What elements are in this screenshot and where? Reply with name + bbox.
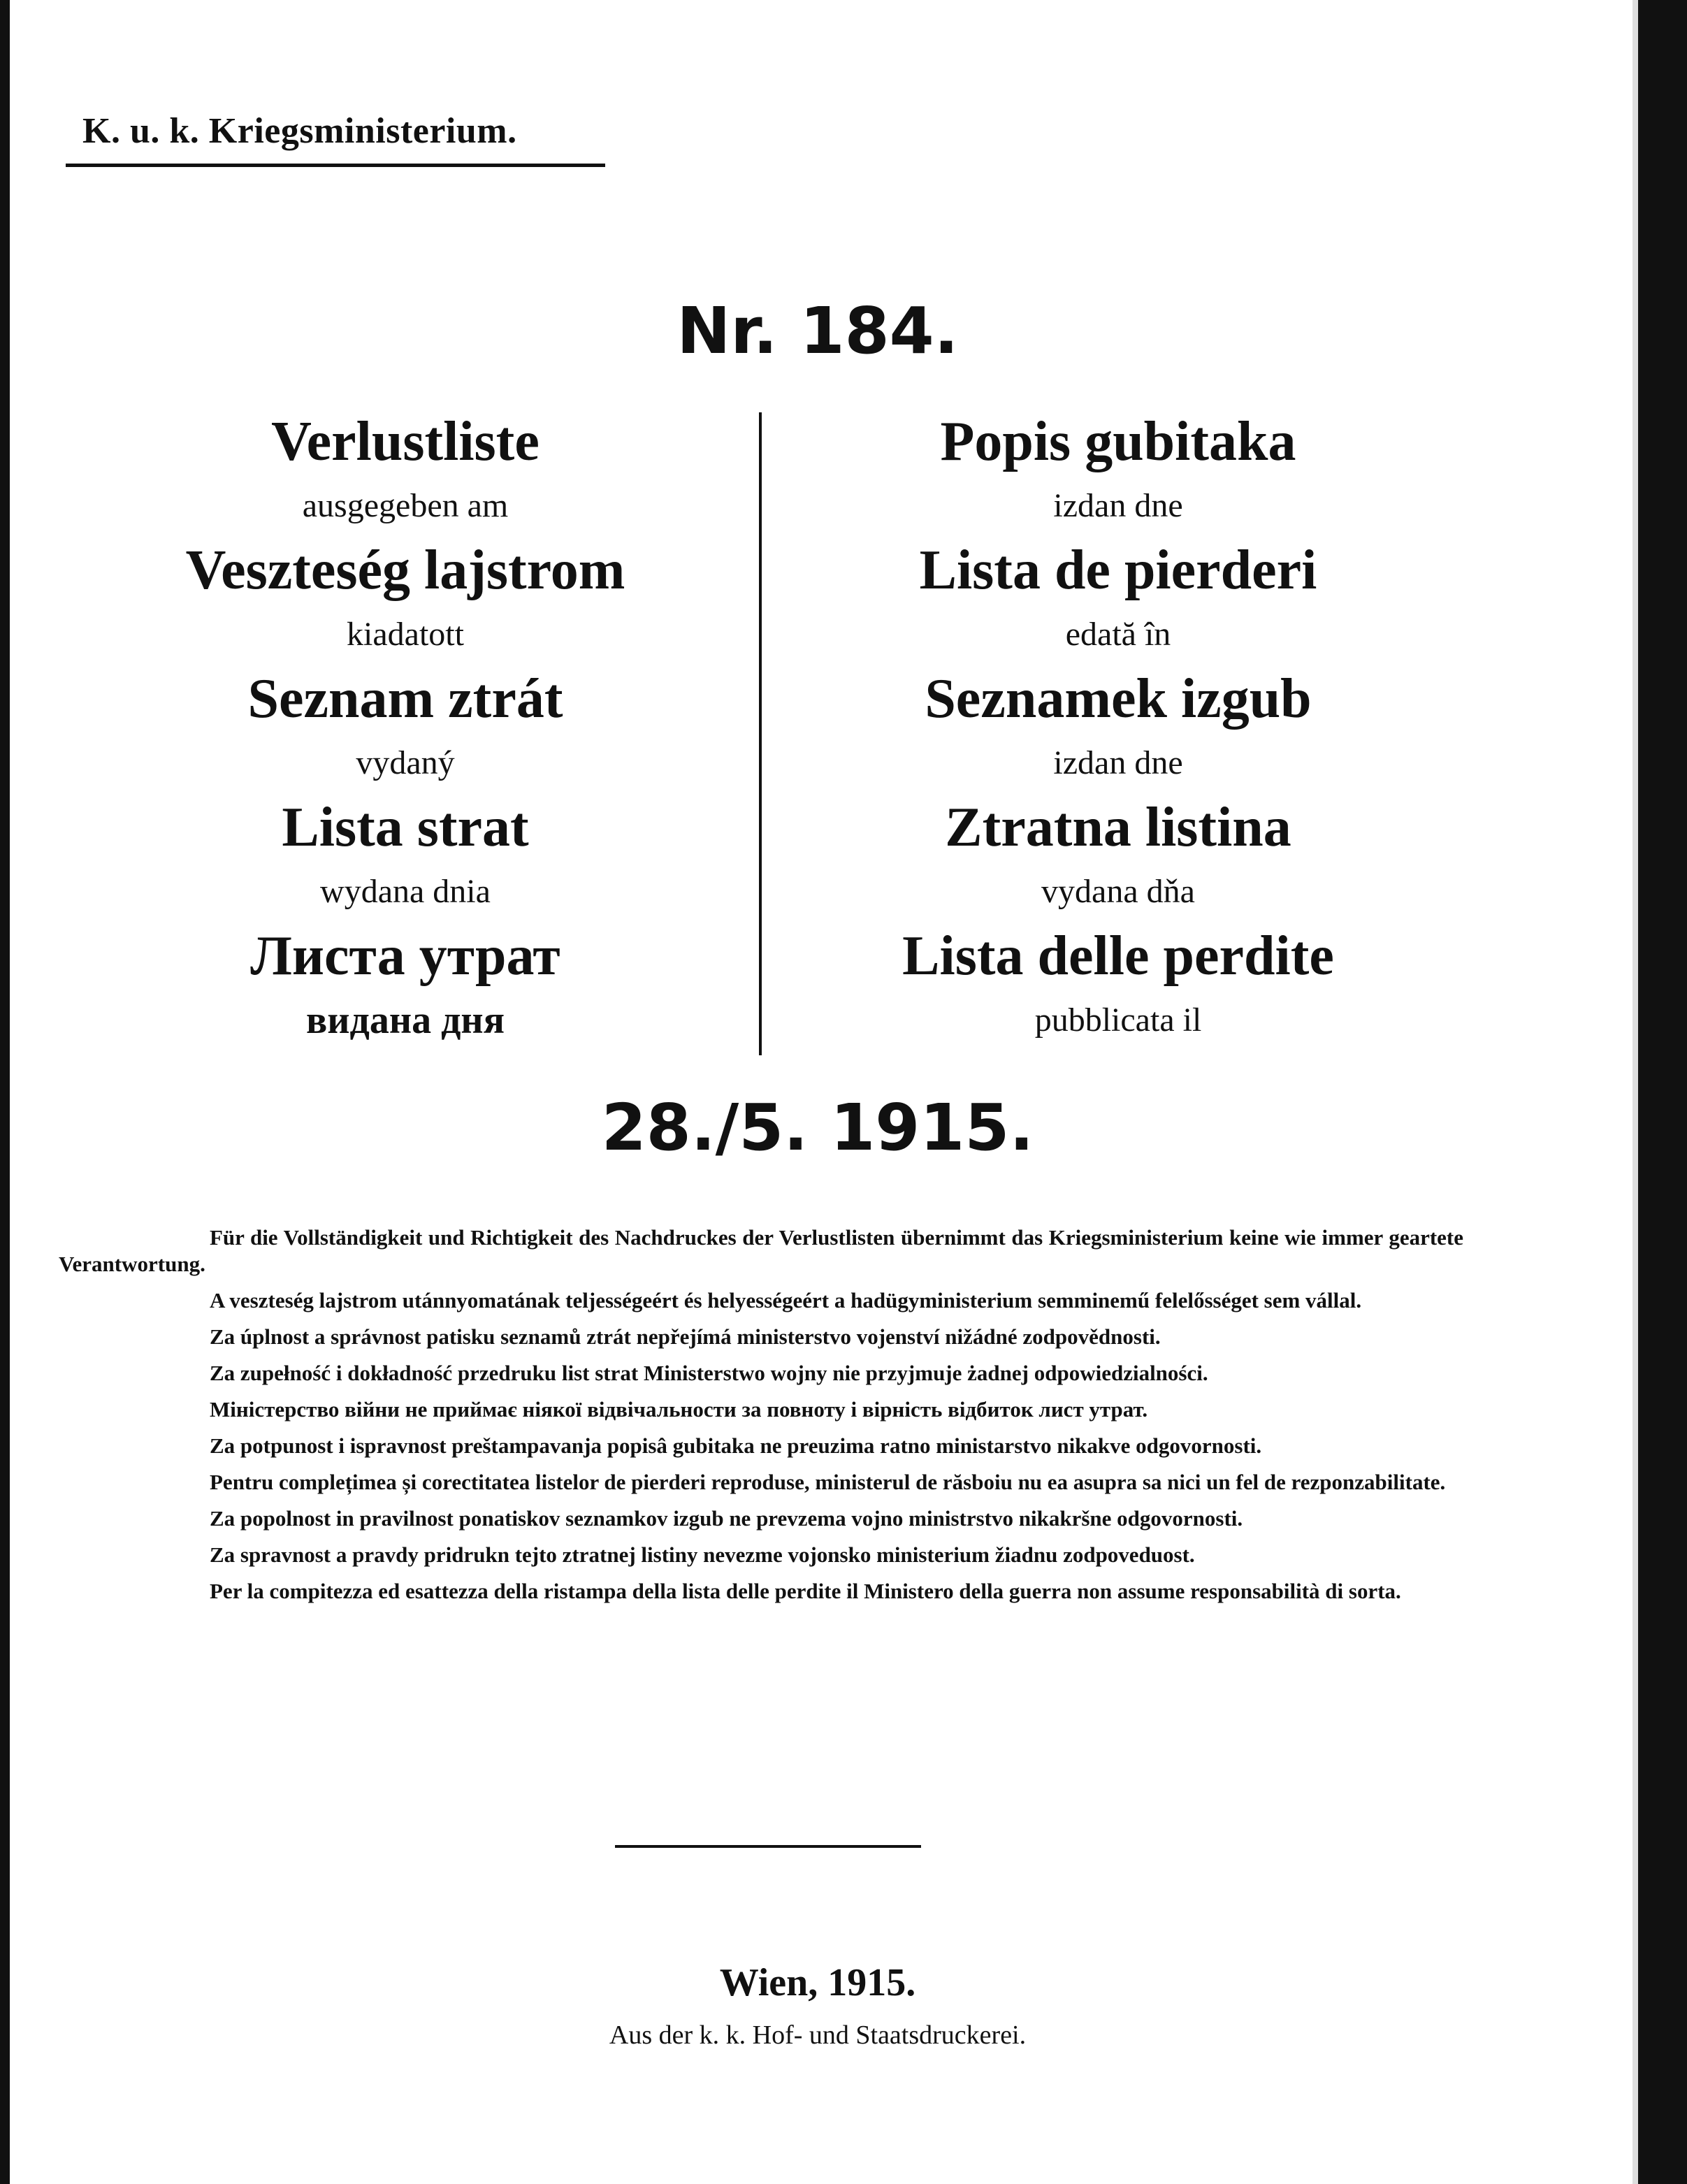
disclaimer-german: Für die Vollständigkeit und Richtigkeit des Nachdruckes der Verlustlisten übernimmt das Kriegsministerium keine wie immer geartete Verantwortung. bbox=[59, 1225, 1463, 1276]
entry-title: Ztratna listina bbox=[945, 797, 1291, 858]
entry-title: Popis gubitaka bbox=[940, 411, 1296, 472]
right-entry-slovenian bbox=[769, 663, 1468, 791]
entry-title: Seznamek izgub bbox=[925, 668, 1312, 730]
entry-title: Verlustliste bbox=[271, 411, 540, 472]
entry-subtitle: kiadatott bbox=[347, 616, 464, 653]
entry-subtitle: видана дня bbox=[306, 999, 505, 1042]
disclaimer-slovenian: Za popolnost in pravilnost ponatiskov seznamkov izgub ne prevzema vojno ministrstvo nikakršne odgovornosti. bbox=[210, 1506, 1243, 1531]
scan-border-right bbox=[1638, 0, 1687, 2184]
entry-subtitle: vydaný bbox=[356, 744, 455, 781]
disclaimer-slovak: Za spravnost a pravdy pridrukn tejto ztratnej listiny nevezme vojonsko ministerium žiadnu zodpoveduost. bbox=[210, 1542, 1195, 1567]
disclaimer-italian: Per la compitezza ed esattezza della ristampa della lista delle perdite il Ministero della guerra non assume responsabilità di sorta. bbox=[210, 1579, 1401, 1603]
header-underline bbox=[66, 164, 605, 167]
entry-title: Lista de pierderi bbox=[919, 540, 1317, 601]
entry-subtitle: izdan dne bbox=[1053, 487, 1183, 524]
disclaimer-croatian: Za potpunost i ispravnost preštampavanja popisâ gubitaka ne preuzima ratno ministarstvo nikakve odgovornosti. bbox=[210, 1433, 1262, 1458]
disclaimer-czech: Za úplnost a správnost patisku seznamů ztrát nepřejímá ministerstvo vojenství nižádné zodpovědnosti. bbox=[210, 1324, 1161, 1349]
left-column bbox=[56, 405, 755, 1048]
left-entry-ukrainian bbox=[56, 920, 755, 1048]
right-entry-croatian bbox=[769, 405, 1468, 534]
footer-rule bbox=[615, 1845, 921, 1848]
right-entry-romanian bbox=[769, 534, 1468, 663]
entry-subtitle: ausgegeben am bbox=[302, 487, 509, 524]
left-entry-czech bbox=[56, 663, 755, 791]
left-entry-hungarian bbox=[56, 534, 755, 663]
disclaimer-block bbox=[59, 1224, 1463, 1614]
entry-title: Листа утрат bbox=[250, 925, 560, 987]
entry-subtitle: vydana dňa bbox=[1041, 873, 1195, 910]
list-number: Nr. 184. bbox=[676, 294, 959, 368]
right-column bbox=[769, 405, 1468, 1048]
issue-date: 28./5. 1915. bbox=[601, 1090, 1034, 1165]
entry-subtitle: wydana dnia bbox=[320, 873, 491, 910]
entry-subtitle: edată în bbox=[1065, 616, 1171, 653]
entry-title: Veszteség lajstrom bbox=[185, 540, 625, 601]
imprint-printer: Aus der k. k. Hof- und Staatsdruckerei. bbox=[609, 2020, 1027, 2050]
entry-subtitle: pubblicata il bbox=[1034, 1001, 1202, 1039]
right-entry-slovak bbox=[769, 791, 1468, 920]
left-entry-polish bbox=[56, 791, 755, 920]
ministry-header: K. u. k. Kriegsministerium. bbox=[82, 111, 517, 151]
right-entry-italian bbox=[769, 920, 1468, 1048]
disclaimer-hungarian: A veszteség lajstrom utánnyomatának teljességeért és helyességeért a hadügyministerium semminemű felelősséget sem vállal. bbox=[210, 1288, 1362, 1312]
imprint-place: Wien, 1915. bbox=[719, 1961, 916, 2004]
entry-title: Seznam ztrát bbox=[247, 668, 563, 730]
disclaimer-ukrainian: Міністерство війни не приймає ніякої відвічальности за повноту і вірність відбиток лист утрат. bbox=[210, 1397, 1148, 1422]
disclaimer-polish: Za zupełność i dokładność przedruku list strat Ministerstwo wojny nie przyjmuje żadnej odpowiedzialności. bbox=[210, 1361, 1208, 1385]
entry-title: Lista delle perdite bbox=[902, 925, 1334, 987]
left-entry-german bbox=[56, 405, 755, 534]
disclaimer-romanian: Pentru complețimea și corectitatea listelor de pierderi reproduse, ministerul de răsboiu nu ea asupra sa nici un fel de rezponzabilitate. bbox=[210, 1470, 1446, 1494]
entry-subtitle: izdan dne bbox=[1053, 744, 1183, 781]
entry-title: Lista strat bbox=[282, 797, 529, 858]
column-divider bbox=[759, 412, 762, 1055]
